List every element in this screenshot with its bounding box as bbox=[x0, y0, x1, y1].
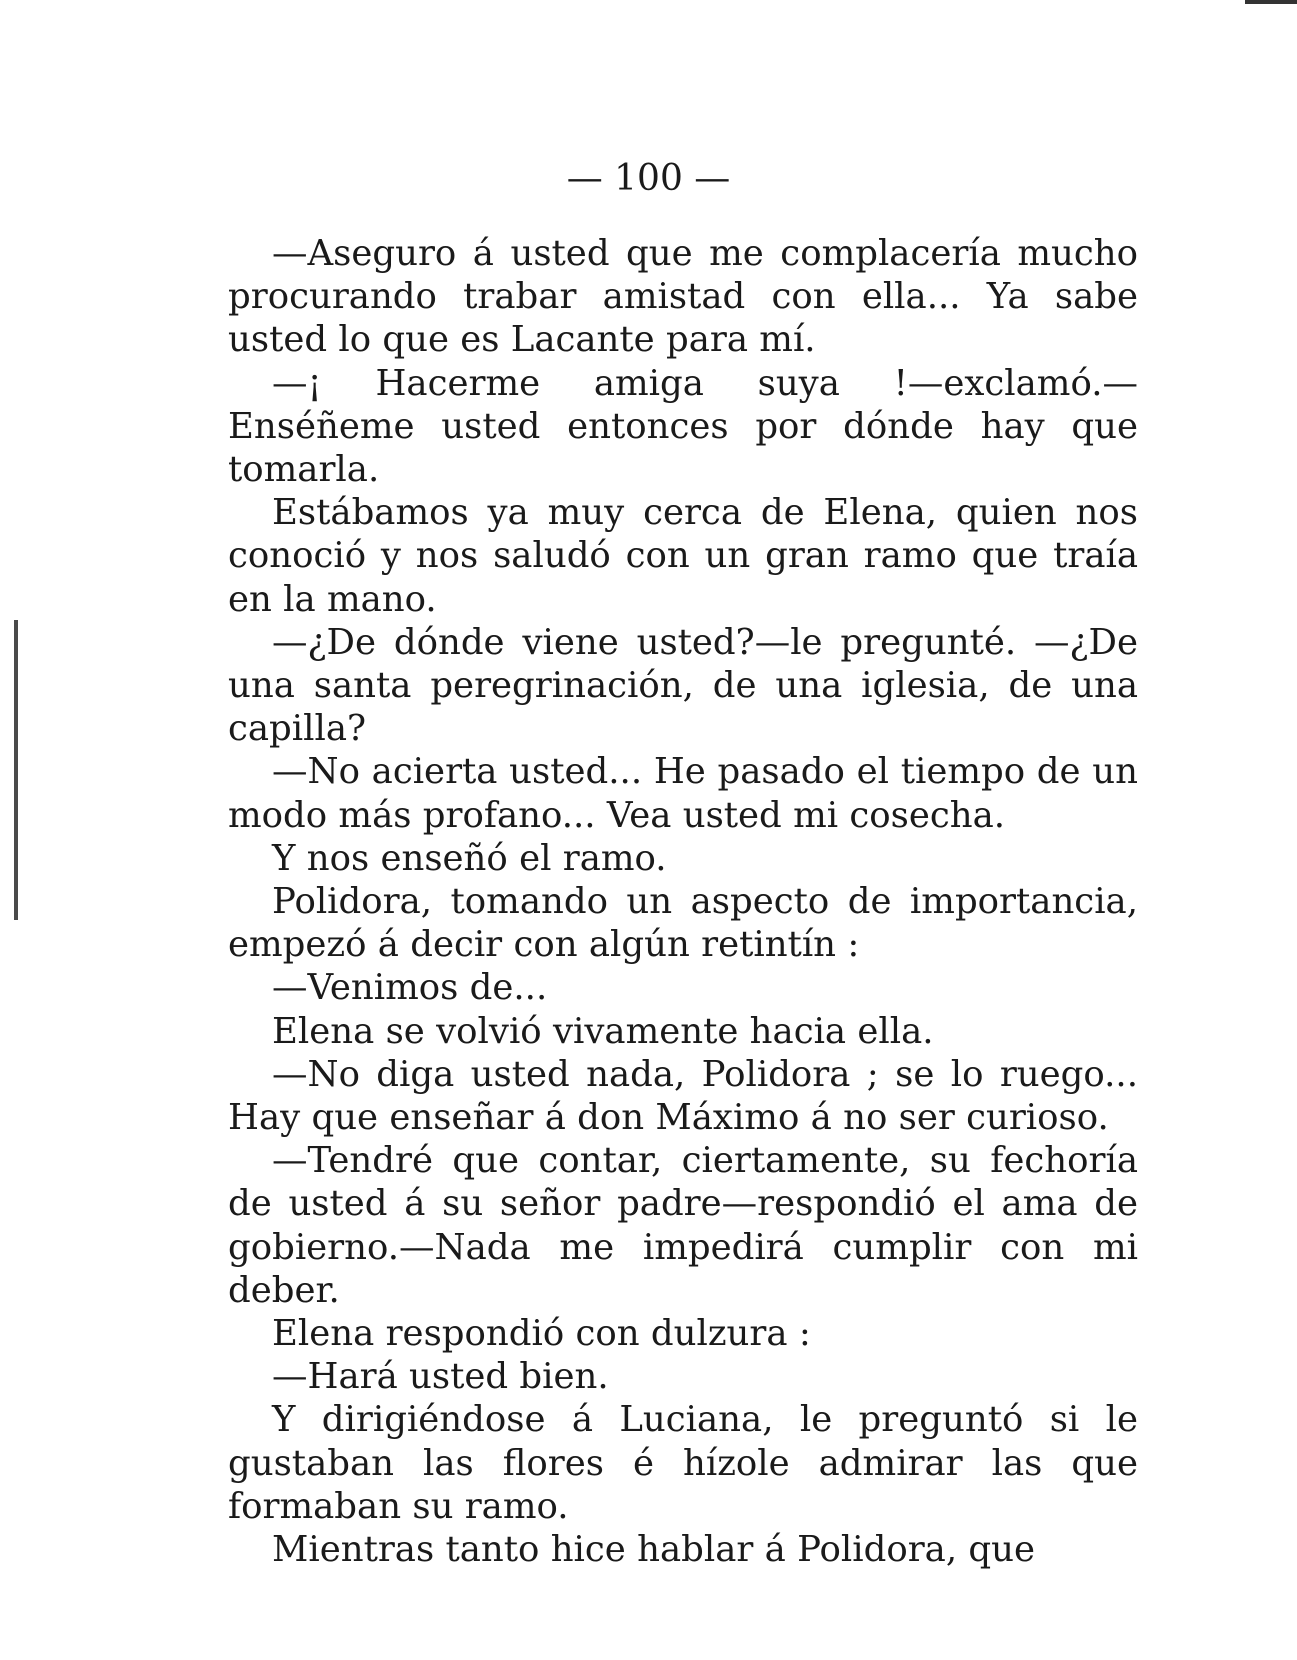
paragraph: Y dirigiéndose á Luciana, le preguntó si le gustaban las flores é hízole admirar las que formaban su ramo. bbox=[228, 1399, 1138, 1527]
page-number: — 100 — bbox=[566, 158, 731, 199]
paragraph: —Tendré que contar, ciertamente, su fechoría de usted á su señor padre—respondió el ama de gobierno.—Nada me impedirá cumplir con mi deber. bbox=[228, 1140, 1138, 1311]
paragraph: Elena respondió con dulzura : bbox=[272, 1313, 811, 1355]
paragraph: Estábamos ya muy cerca de Elena, quien nos conoció y nos saludó con un gran ramo que traía en la mano. bbox=[228, 492, 1138, 620]
paragraph: —No diga usted nada, Polidora ; se lo ruego... Hay que enseñar á don Máximo á no ser curioso. bbox=[228, 1053, 1138, 1139]
page-body bbox=[228, 232, 1138, 1571]
paragraph: —¡ Hacerme amiga suya !—exclamó.—Enséñeme usted entonces por dónde hay que tomarla. bbox=[228, 362, 1138, 491]
paragraph: Y nos enseñó el ramo. bbox=[272, 837, 667, 879]
paragraph: Mientras tanto hice hablar á Polidora, que bbox=[272, 1529, 1035, 1571]
scan-margin-rule bbox=[14, 620, 18, 920]
paragraph: —Hará usted bien. bbox=[272, 1356, 609, 1398]
paragraph: —¿De dónde viene usted?—le pregunté. —¿De una santa peregrinación, de una iglesia, de una capilla? bbox=[228, 621, 1138, 750]
paragraph: Polidora, tomando un aspecto de importancia, empezó á decir con algún retintín : bbox=[228, 881, 1138, 966]
paragraph: —Venimos de... bbox=[272, 967, 548, 1009]
paragraph: —No acierta usted... He pasado el tiempo de un modo más profano... Vea usted mi cosecha. bbox=[228, 751, 1138, 836]
paragraph: Elena se volvió vivamente hacia ella. bbox=[272, 1010, 934, 1052]
paragraph: —Aseguro á usted que me complacería mucho procurando trabar amistad con ella... Ya sabe usted lo que es Lacante para mí. bbox=[228, 233, 1138, 361]
scan-edge-mark bbox=[1245, 0, 1297, 4]
